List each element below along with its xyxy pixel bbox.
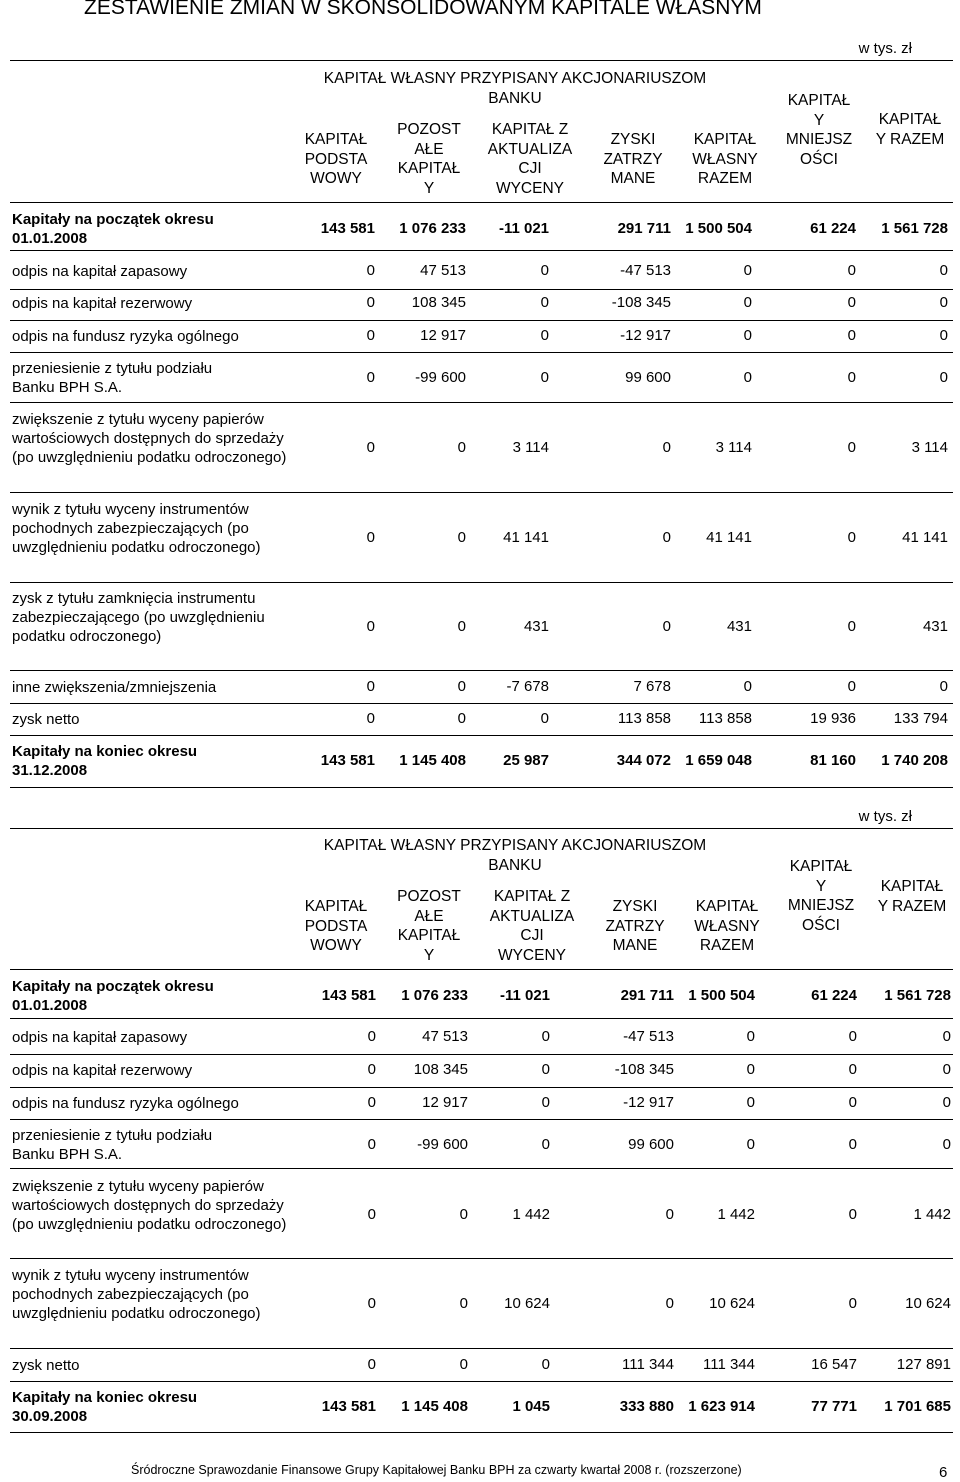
divider: [10, 250, 953, 251]
col-header-share-capital: KAPITAŁ PODSTA WOWY: [304, 898, 368, 954]
col-header-retained-earnings: ZYSKI ZATRZY MANE: [605, 898, 665, 954]
divider: [10, 828, 953, 829]
divider: [10, 670, 953, 671]
divider: [10, 1258, 953, 1259]
unit-label: w tys. zł: [858, 808, 912, 825]
col-header-retained-earnings: ZYSKI ZATRZY MANE: [603, 131, 663, 187]
divider: [10, 60, 953, 61]
divider: [10, 202, 953, 203]
col-header-revaluation-capital: KAPITAŁ Z AKTUALIZA CJI WYCENY: [487, 121, 573, 197]
divider: [10, 402, 953, 403]
col-header-other-capital: POZOST AŁE KAPITAŁ Y: [397, 888, 461, 964]
divider: [10, 1348, 953, 1349]
divider: [10, 582, 953, 583]
col-header-equity-total: KAPITAŁ WŁASNY RAZEM: [692, 131, 758, 187]
col-header-equity-total: KAPITAŁ WŁASNY RAZEM: [694, 898, 760, 954]
page-footer: Śródroczne Sprawozdanie Finansowe Grupy Kapitałowej Banku BPH za czwarty kwartał 2008 r. (rozszerzone): [131, 1463, 742, 1477]
divider: [10, 1119, 953, 1120]
divider: [10, 969, 953, 970]
page-title: ZESTAWIENIE ZMIAN W SKONSOLIDOWANYM KAPITALE WŁASNYM: [84, 0, 762, 19]
divider: [10, 320, 953, 321]
col-header-share-capital: KAPITAŁ PODSTA WOWY: [304, 131, 368, 187]
divider: [10, 735, 953, 736]
group-header: KAPITAŁ WŁASNY PRZYPISANY AKCJONARIUSZOM BANKU: [323, 837, 707, 874]
divider: [10, 1432, 953, 1433]
col-header-capital-total: KAPITAŁ Y RAZEM: [875, 111, 945, 148]
unit-label: w tys. zł: [858, 40, 912, 57]
divider: [10, 352, 953, 353]
col-header-revaluation-capital: KAPITAŁ Z AKTUALIZA CJI WYCENY: [489, 888, 575, 964]
divider: [10, 492, 953, 493]
page-number: 6: [939, 1464, 948, 1481]
divider: [10, 1087, 953, 1088]
divider: [10, 1054, 953, 1055]
col-header-other-capital: POZOST AŁE KAPITAŁ Y: [397, 121, 461, 197]
col-header-minority-capital: KAPITAŁ Y MNIEJSZ OŚCI: [787, 858, 855, 934]
divider: [10, 1018, 953, 1019]
group-header: KAPITAŁ WŁASNY PRZYPISANY AKCJONARIUSZOM BANKU: [323, 70, 707, 107]
divider: [10, 787, 953, 788]
divider: [10, 1381, 953, 1382]
col-header-minority-capital: KAPITAŁ Y MNIEJSZ OŚCI: [785, 92, 853, 168]
divider: [10, 289, 953, 290]
divider: [10, 703, 953, 704]
divider: [10, 1168, 953, 1169]
col-header-capital-total: KAPITAŁ Y RAZEM: [877, 878, 947, 915]
